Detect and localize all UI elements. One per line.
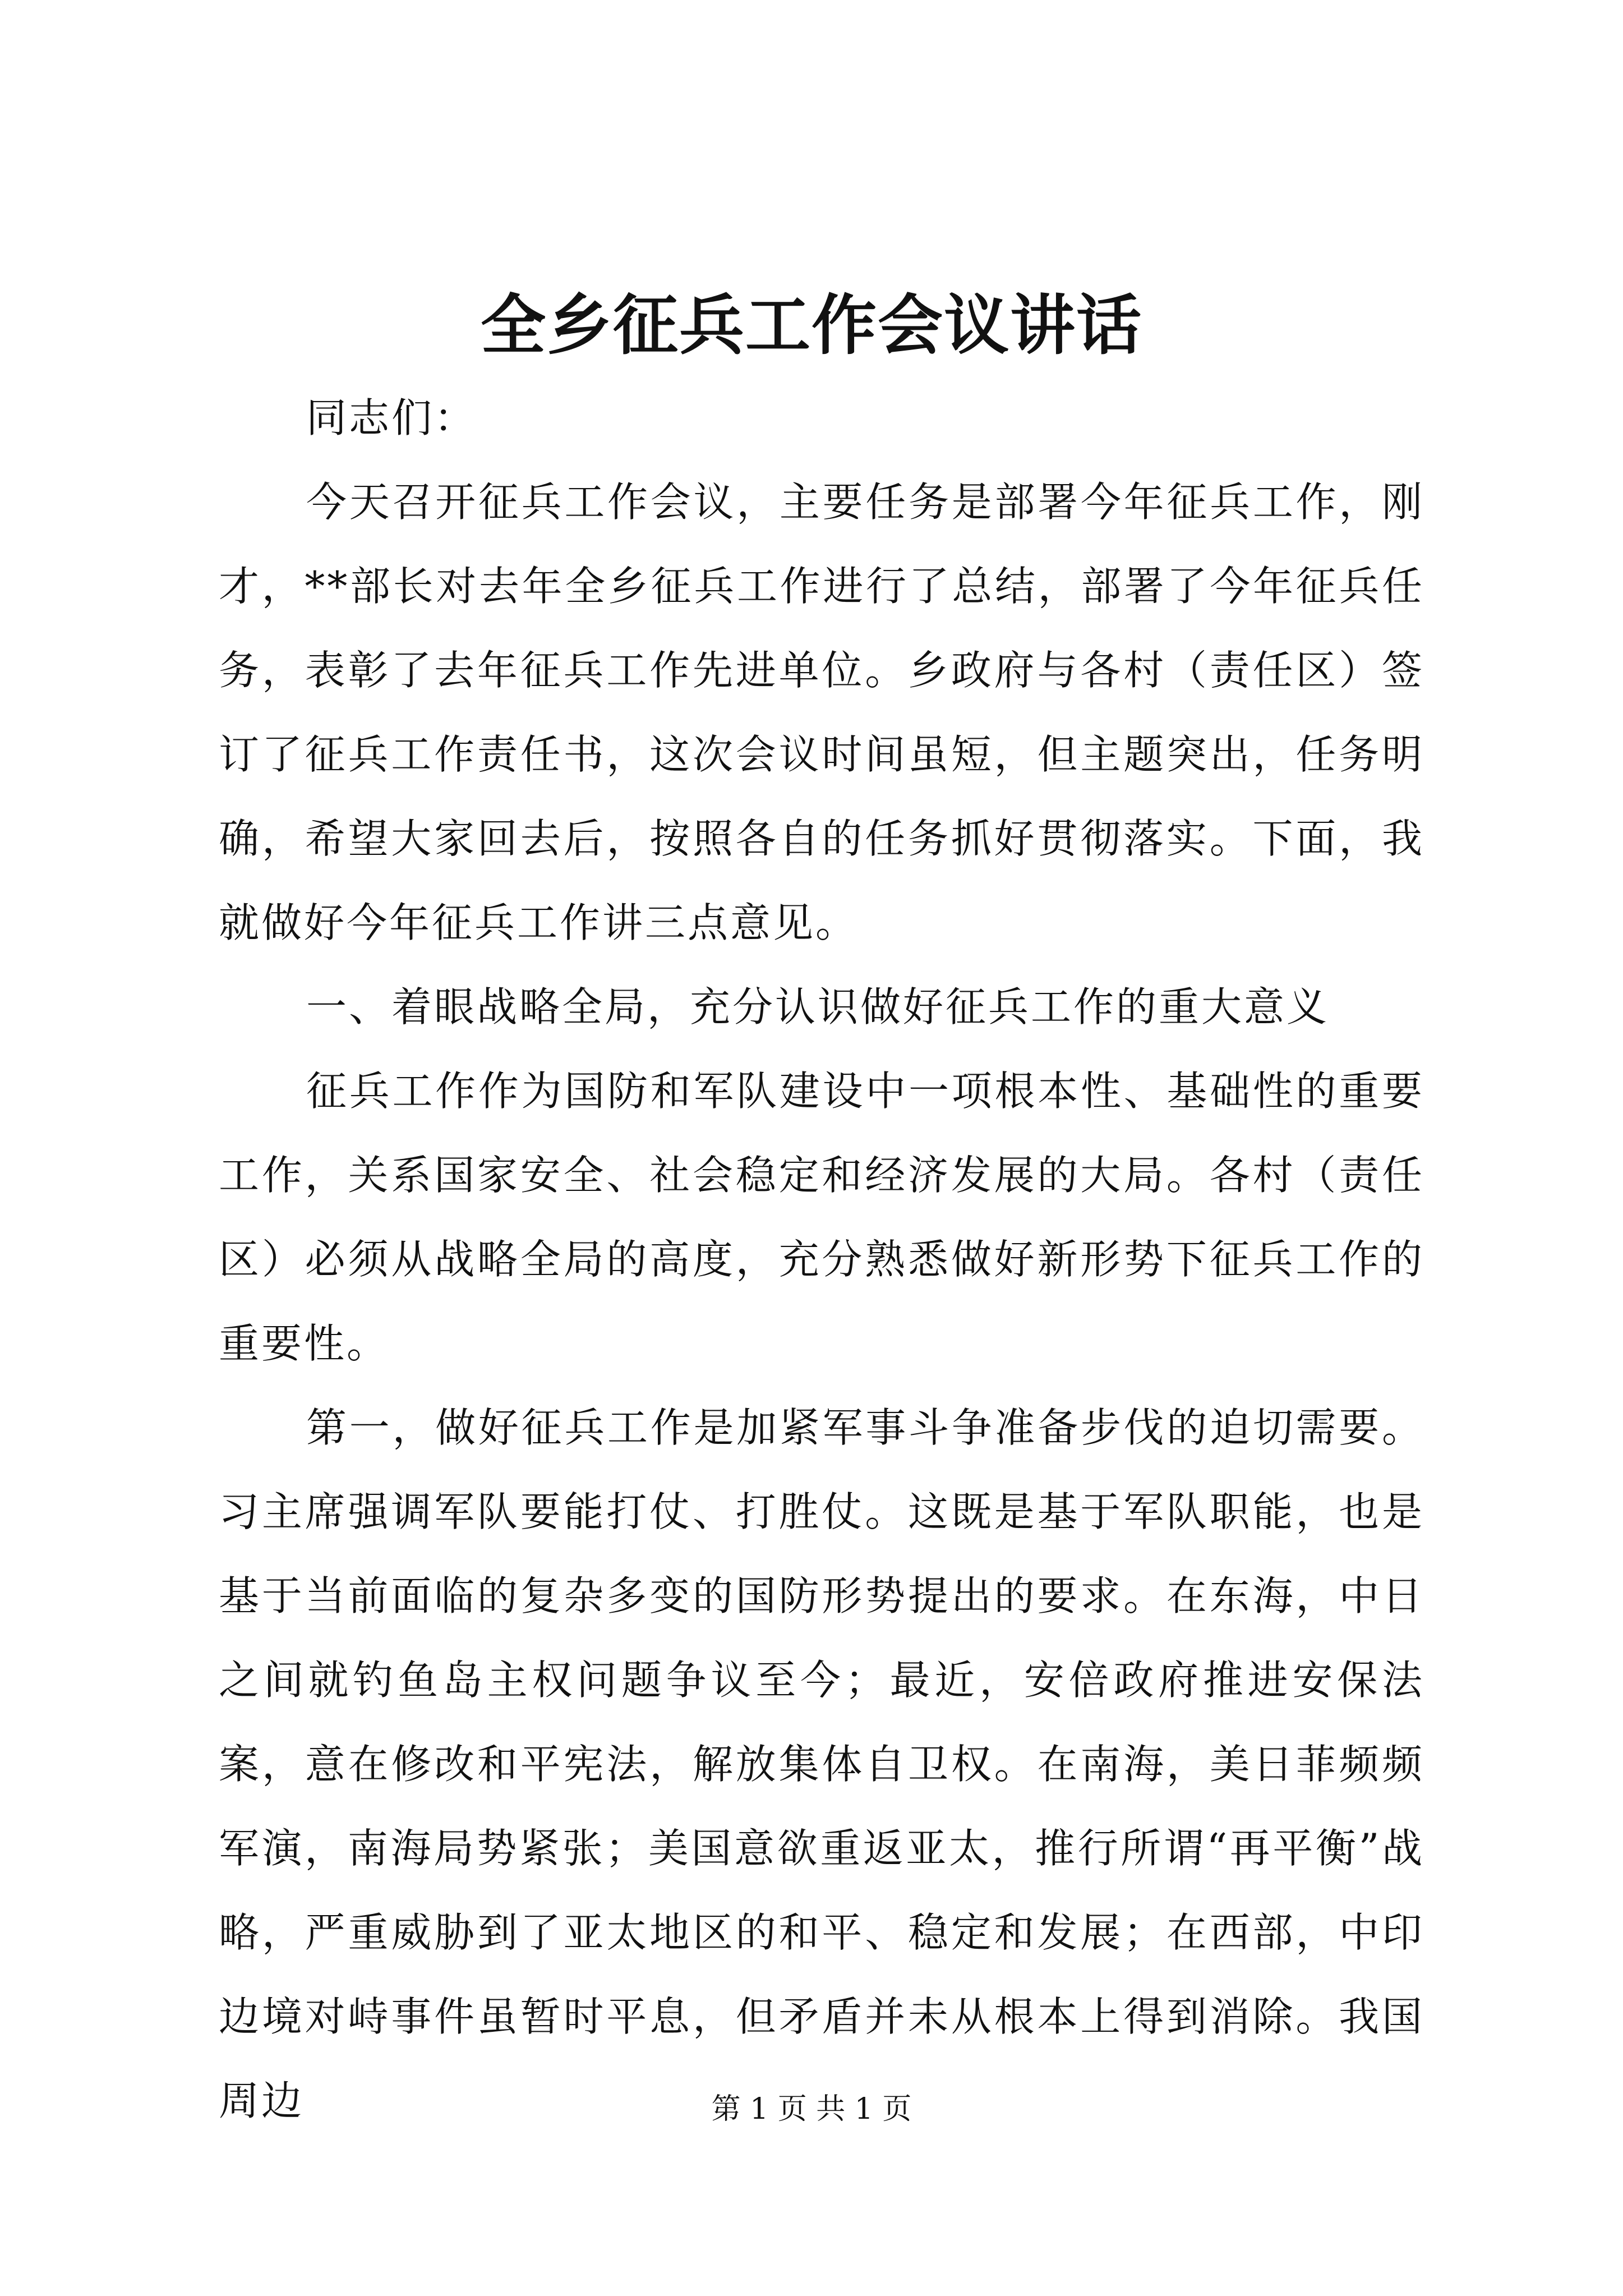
point-1-paragraph: 第一，做好征兵工作是加紧军事斗争准备步伐的迫切需要。习主席强调军队要能打仗、打胜仗。这既是基于军队职能，也是基于当前面临的复杂多变的国防形势提出的要求。在东海，中日之间就钓鱼岛主权问题争议至今；最近，安倍政府推进安保法案，意在修改和平宪法，解放集体自卫权。在南海，美日菲频频军演，南海局势紧张；美国意欲重返亚太，推行所谓“再平衡”战略，严重威胁到了亚太地区的和平、稳定和发展；在西部，中印边境对峙事件虽暂时平息，但矛盾并未从根本上得到消除。我国周边 bbox=[219, 1404, 1424, 2124]
page-footer: 第 1 页 共 1 页 bbox=[711, 2092, 912, 2126]
salutation-paragraph: 同志们： bbox=[306, 394, 477, 441]
document-title: 全乡征兵工作会议讲话 bbox=[481, 287, 1142, 364]
section-1-paragraph: 征兵工作作为国防和军队建设中一项根本性、基础性的重要工作，关系国家安全、社会稳定和经济发展的大局。各村（责任区）必须从战略全局的高度，充分熟悉做好新形势下征兵工作的重要性。 bbox=[219, 1068, 1424, 1367]
document-body bbox=[219, 376, 1424, 2143]
intro-paragraph: 今天召开征兵工作会议，主要任务是部署今年征兵工作，刚才，**部长对去年全乡征兵工作进行了总结，部署了今年征兵任务，表彰了去年征兵工作先进单位。乡政府与各村（责任区）签订了征兵工作责任书，这次会议时间虽短，但主题突出，任务明确，希望大家回去后，按照各自的任务抓好贯彻落实。下面，我就做好今年征兵工作讲三点意见。 bbox=[219, 478, 1424, 946]
section-heading-1: 一、着眼战略全局，充分认识做好征兵工作的重大意义 bbox=[306, 983, 1330, 1030]
